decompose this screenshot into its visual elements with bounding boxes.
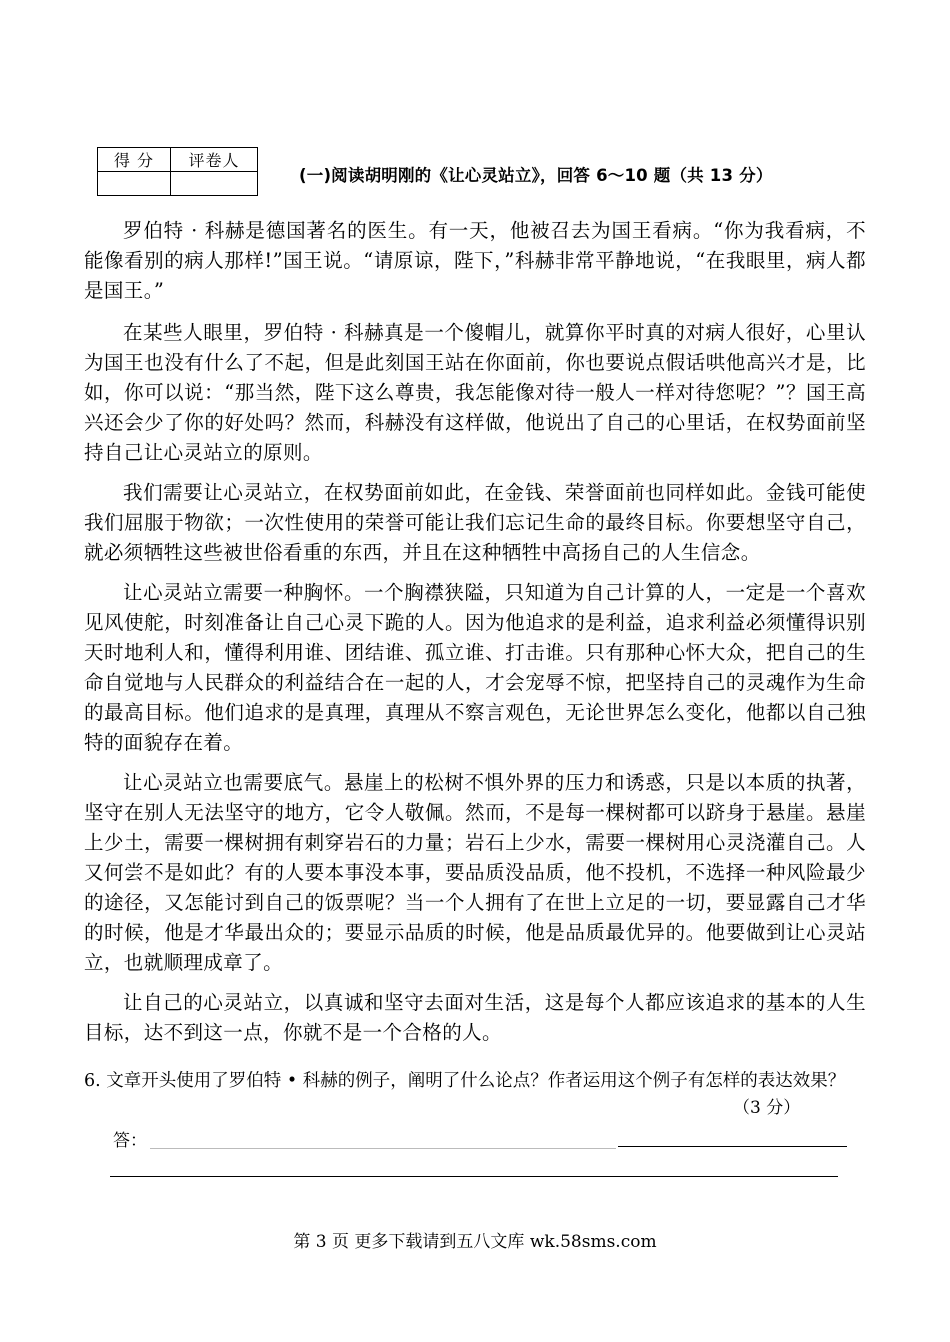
article-paragraph: 让心灵站立也需要底气。悬崖上的松树不惧外界的压力和诱惑，只是以本质的执著，坚守在别人无法坚守的地方，它令人敬佩。然而，不是每一棵树都可以跻身于悬崖。悬崖上少土，需要一棵树拥有刺穿岩石的力量；岩石上少水，需要一棵树用心灵浇灌自己。人又何尝不是如此？有的人要本事没本事，要品质没品质，他不投机，不选择一种风险最少的途径，又怎能讨到自己的饭票呢？当一个人拥有了在世上立足的一切，要显露自己才华的时候，他是才华最出众的；要显示品质的时候，他是品质最优异的。他要做到让心灵站立，也就顺理成章了。 [84, 771, 866, 974]
section-title: (一)阅读胡明刚的《让心灵站立》，回答 6～10 题（共 13 分） [299, 166, 773, 185]
answer-line[interactable] [150, 1148, 616, 1149]
grader-header: 评卷人 [171, 148, 258, 172]
answer-label: 答： [113, 1131, 147, 1151]
article-paragraph: 让自己的心灵站立，以真诚和坚守去面对生活，这是每个人都应该追求的基本的人生目标，达不到这一点，你就不是一个合格的人。 [84, 991, 866, 1044]
score-header: 得 分 [98, 148, 171, 172]
article-paragraph: 我们需要让心灵站立，在权势面前如此，在金钱、荣誉面前也同样如此。金钱可能使我们屈服于物欲；一次性使用的荣誉可能让我们忘记生命的最终目标。你要想坚守自己，就必须牺牲这些被世俗看重的东西，并且在这种牺牲中高扬自己的人生信念。 [84, 481, 866, 564]
score-value-cell [98, 172, 171, 196]
answer-line[interactable] [618, 1146, 847, 1147]
article-paragraph: 罗伯特 · 科赫是德国著名的医生。有一天，他被召去为国王看病。“你为我看病，不能像看别的病人那样!”国王说。“请原谅，陛下，”科赫非常平静地说，“在我眼里，病人都是国王。” [84, 219, 866, 302]
article-body [84, 216, 866, 1058]
question-points: （3 分） [733, 1098, 801, 1118]
page-footer: 第 3 页 更多下载请到五八文库 wk.58sms.com [293, 1232, 657, 1252]
answer-line[interactable] [110, 1176, 838, 1177]
article-paragraph: 在某些人眼里，罗伯特 · 科赫真是一个傻帽儿，就算你平时真的对病人很好，心里认为国王也没有什么了不起，但是此刻国王站在你面前，你也要说点假话哄他高兴才是，比如，你可以说：“那当然，陛下这么尊贵，我怎能像对待一般人一样对待您呢？”？国王高兴还会少了你的好处吗？然而，科赫没有这样做，他说出了自己的心里话，在权势面前坚持自己让心灵站立的原则。 [84, 321, 866, 464]
grader-value-cell [171, 172, 258, 196]
score-box [97, 147, 258, 196]
question-6: 6. 文章开头使用了罗伯特 • 科赫的例子，阐明了什么论点？作者运用这个例子有怎样的表达效果？ [84, 1071, 846, 1091]
article-paragraph: 让心灵站立需要一种胸怀。一个胸襟狭隘，只知道为自己计算的人，一定是一个喜欢见风使舵，时刻准备让自己心灵下跪的人。因为他追求的是利益，追求利益必须懂得识别天时地利人和，懂得利用谁、团结谁、孤立谁、打击谁。只有那种心怀大众，把自己的生命自觉地与人民群众的利益结合在一起的人，才会宠辱不惊，把坚持自己的灵魂作为生命的最高目标。他们追求的是真理，真理从不察言观色，无论世界怎么变化，他都以自己独特的面貌存在着。 [84, 581, 866, 754]
